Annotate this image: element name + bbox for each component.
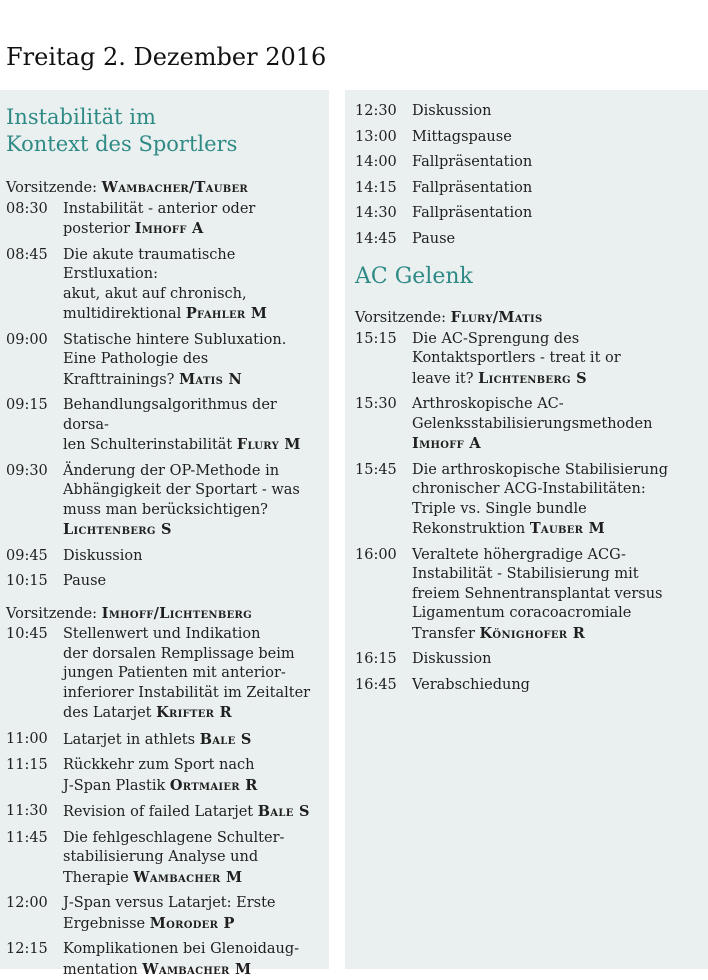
agenda-description — [412, 395, 700, 455]
agenda-time: 08:45 — [6, 246, 48, 263]
agenda-description — [412, 650, 700, 670]
agenda-line: Statische hintere Subluxation. — [63, 331, 287, 348]
agenda-description — [63, 547, 323, 567]
agenda-line: Abhängigkeit der Sportart - was — [63, 482, 300, 498]
agenda-time: 16:00 — [355, 546, 397, 563]
agenda-description — [412, 676, 700, 696]
page-title: Freitag 2. Dezember 2016 — [6, 43, 327, 71]
agenda-time: 11:30 — [6, 803, 48, 819]
agenda-item — [6, 756, 323, 796]
agenda-line: mentation — [63, 961, 138, 978]
agenda-list — [355, 102, 700, 249]
agenda-line: Instabilität - Stabilisierung mit — [412, 566, 639, 582]
agenda-time: 09:15 — [6, 397, 48, 413]
agenda-line: Latarjet in athlets — [63, 731, 196, 748]
agenda-line: Revision of failed Latarjet — [63, 804, 254, 820]
agenda-time: 15:30 — [355, 396, 397, 412]
agenda-item — [6, 200, 323, 240]
agenda-line: chronischer ACG-Instabilitäten: — [412, 481, 646, 497]
agenda-line: Fallpräsentation — [412, 154, 533, 170]
agenda-line: Ligamentum coracoacromiale — [412, 605, 632, 621]
agenda-line: Verabschiedung — [412, 676, 530, 693]
agenda-time: 08:30 — [6, 200, 48, 217]
agenda-item — [355, 395, 700, 455]
agenda-line: Mittagspause — [412, 128, 512, 145]
agenda-time: 11:15 — [6, 757, 48, 773]
agenda-item — [6, 625, 323, 724]
agenda-line: Kontaktsportlers - treat it or — [412, 350, 621, 366]
agenda-item — [355, 546, 700, 645]
speaker-name: Lichtenberg S — [478, 369, 587, 387]
agenda-line: Die arthroskopische Stabilisierung — [412, 461, 668, 478]
agenda-line: Diskussion — [412, 103, 492, 119]
agenda-time: 12:15 — [6, 941, 48, 957]
agenda-description — [63, 829, 323, 889]
agenda-time: 15:15 — [355, 330, 397, 347]
agenda-item — [355, 204, 700, 224]
agenda-description — [412, 330, 700, 390]
agenda-list — [6, 625, 323, 980]
section-title: Instabilität im Kontext des Sportlers — [6, 105, 238, 156]
agenda-item — [355, 153, 700, 173]
agenda-description — [63, 331, 323, 391]
agenda-line: inferiorer Instabilität im Zeitalter — [63, 684, 311, 701]
agenda-line: len Schulterinstabilität — [63, 437, 233, 453]
chair-line: Vorsitzende: Flury/Matis — [355, 309, 543, 326]
agenda-time: 09:30 — [6, 462, 48, 479]
agenda-time: 16:15 — [355, 651, 397, 667]
agenda-description — [63, 730, 323, 751]
agenda-item — [355, 330, 700, 390]
agenda-time: 10:45 — [6, 626, 48, 642]
agenda-line: Diskussion — [412, 651, 492, 667]
agenda-description — [63, 396, 323, 456]
agenda-description — [63, 625, 323, 724]
agenda-item — [6, 396, 323, 456]
speaker-name: Wambacher M — [133, 868, 243, 886]
agenda-line: Krafttrainings? — [63, 371, 175, 388]
chair-line: Vorsitzende: Imhoff/Lichtenberg — [6, 604, 252, 622]
section-title: AC Gelenk — [355, 264, 473, 289]
agenda-item — [6, 802, 323, 823]
agenda-time: 14:15 — [355, 179, 397, 196]
agenda-description — [63, 462, 323, 541]
agenda-description — [63, 802, 323, 823]
speaker-name: Könighofer R — [479, 624, 586, 642]
agenda-description — [412, 153, 700, 173]
agenda-item — [6, 246, 323, 325]
agenda-line: freiem Sehnentransplantat versus — [412, 585, 663, 602]
agenda-item — [355, 179, 700, 199]
agenda-line: Rückkehr zum Sport nach — [63, 757, 255, 773]
agenda-line: jungen Patienten mit anterior- — [63, 665, 286, 681]
agenda-line: akut, akut auf chronisch, — [63, 285, 247, 302]
agenda-line: Fallpräsentation — [412, 205, 533, 221]
agenda-line: Veraltete höhergradige ACG- — [412, 546, 626, 563]
agenda-time: 16:45 — [355, 676, 397, 693]
speaker-name: Ortmaier R — [169, 776, 258, 794]
agenda-item — [355, 650, 700, 670]
agenda-line: J-Span versus Latarjet: Erste — [63, 895, 276, 911]
agenda-line: Therapie — [63, 869, 134, 886]
agenda-line: Arthroskopische AC- — [412, 396, 564, 412]
agenda-description — [412, 102, 700, 122]
speaker-name: Lichtenberg S — [63, 521, 172, 538]
agenda-item — [6, 940, 323, 980]
agenda-description — [412, 461, 700, 540]
agenda-line: J-Span Plastik — [63, 777, 166, 794]
agenda-description — [63, 200, 323, 240]
speaker-name: Bale S — [257, 803, 310, 820]
agenda-line: Eine Pathologie des — [63, 351, 209, 367]
agenda-description — [63, 572, 323, 592]
agenda-time: 11:00 — [6, 730, 48, 747]
agenda-item — [6, 331, 323, 391]
agenda-line: Fallpräsentation — [412, 179, 533, 196]
agenda-description — [412, 179, 700, 199]
agenda-line: Stellenwert und Indikation — [63, 626, 261, 642]
agenda-description — [63, 894, 323, 934]
speaker-name: Imhoff A — [412, 435, 481, 452]
agenda-time: 14:30 — [355, 205, 397, 221]
agenda-item — [6, 547, 323, 567]
agenda-line: der dorsalen Remplissage beim — [63, 645, 295, 662]
agenda-description — [63, 756, 323, 796]
agenda-description — [63, 940, 323, 980]
agenda-item — [6, 462, 323, 541]
speaker-name: Moroder P — [149, 914, 235, 932]
agenda-item — [6, 894, 323, 934]
agenda-time: 13:00 — [355, 128, 397, 145]
agenda-time: 09:45 — [6, 547, 48, 564]
agenda-item — [355, 461, 700, 540]
agenda-line: Rekonstruktion — [412, 521, 526, 537]
agenda-line: Gelenksstabilisierungsmethoden — [412, 415, 653, 432]
agenda-line: Pause — [63, 573, 107, 589]
agenda-time: 09:00 — [6, 331, 48, 348]
agenda-line: Die akute traumatische Erstluxation: — [63, 246, 236, 282]
agenda-time: 14:00 — [355, 154, 397, 170]
agenda-line: Die AC-Sprengung des — [412, 330, 580, 347]
agenda-description — [412, 546, 700, 645]
agenda-line: Änderung der OP-Methode in — [63, 462, 280, 479]
speaker-name: Imhoff A — [134, 220, 204, 237]
agenda-item — [6, 572, 323, 592]
agenda-item — [355, 102, 700, 122]
agenda-line: multidirektional — [63, 306, 182, 322]
speaker-name: Pfahler M — [185, 305, 268, 322]
agenda-item — [355, 230, 700, 250]
speaker-name: Bale S — [199, 730, 252, 748]
agenda-line: Pause — [412, 230, 456, 247]
agenda-line: Behandlungsalgorithmus der dorsa- — [63, 397, 277, 433]
speaker-name: Wambacher M — [142, 960, 252, 978]
agenda-item — [355, 128, 700, 148]
right-column — [345, 90, 708, 969]
agenda-time: 12:30 — [355, 103, 397, 119]
agenda-line: Triple vs. Single bundle — [412, 500, 587, 517]
agenda-time: 15:45 — [355, 461, 397, 478]
agenda-line: des Latarjet — [63, 705, 152, 721]
agenda-line: Die fehlgeschlagene Schulter- — [63, 829, 285, 846]
speaker-name: Flury M — [236, 436, 301, 453]
agenda-line: stabilisierung Analyse und — [63, 849, 259, 865]
agenda-time: 11:45 — [6, 829, 48, 846]
agenda-description — [412, 128, 700, 148]
agenda-line: leave it? — [412, 370, 474, 387]
agenda-time: 10:15 — [6, 573, 48, 589]
agenda-item — [6, 829, 323, 889]
agenda-item — [355, 676, 700, 696]
agenda-line: Diskussion — [63, 547, 143, 564]
agenda-line: Ergebnisse — [63, 915, 146, 932]
agenda-line: Transfer — [412, 625, 475, 642]
speaker-name: Matis N — [179, 370, 243, 388]
speaker-name: Krifter R — [156, 704, 232, 721]
agenda-line: Instabilität - anterior oder — [63, 200, 256, 217]
agenda-time: 12:00 — [6, 895, 48, 911]
agenda-line: posterior — [63, 221, 131, 237]
agenda-description — [412, 204, 700, 224]
speaker-name: Tauber M — [529, 520, 605, 537]
agenda-line: Komplikationen bei Glenoidaug- — [63, 941, 300, 957]
agenda-description — [412, 230, 700, 250]
agenda-list — [6, 200, 323, 592]
agenda-list — [355, 330, 700, 696]
agenda-line: muss man berücksichtigen? — [63, 501, 268, 518]
agenda-item — [6, 730, 323, 751]
agenda-description — [63, 246, 323, 325]
agenda-time: 14:45 — [355, 230, 397, 247]
left-column — [0, 90, 329, 978]
chair-line: Vorsitzende: Wambacher/Tauber — [6, 179, 249, 196]
